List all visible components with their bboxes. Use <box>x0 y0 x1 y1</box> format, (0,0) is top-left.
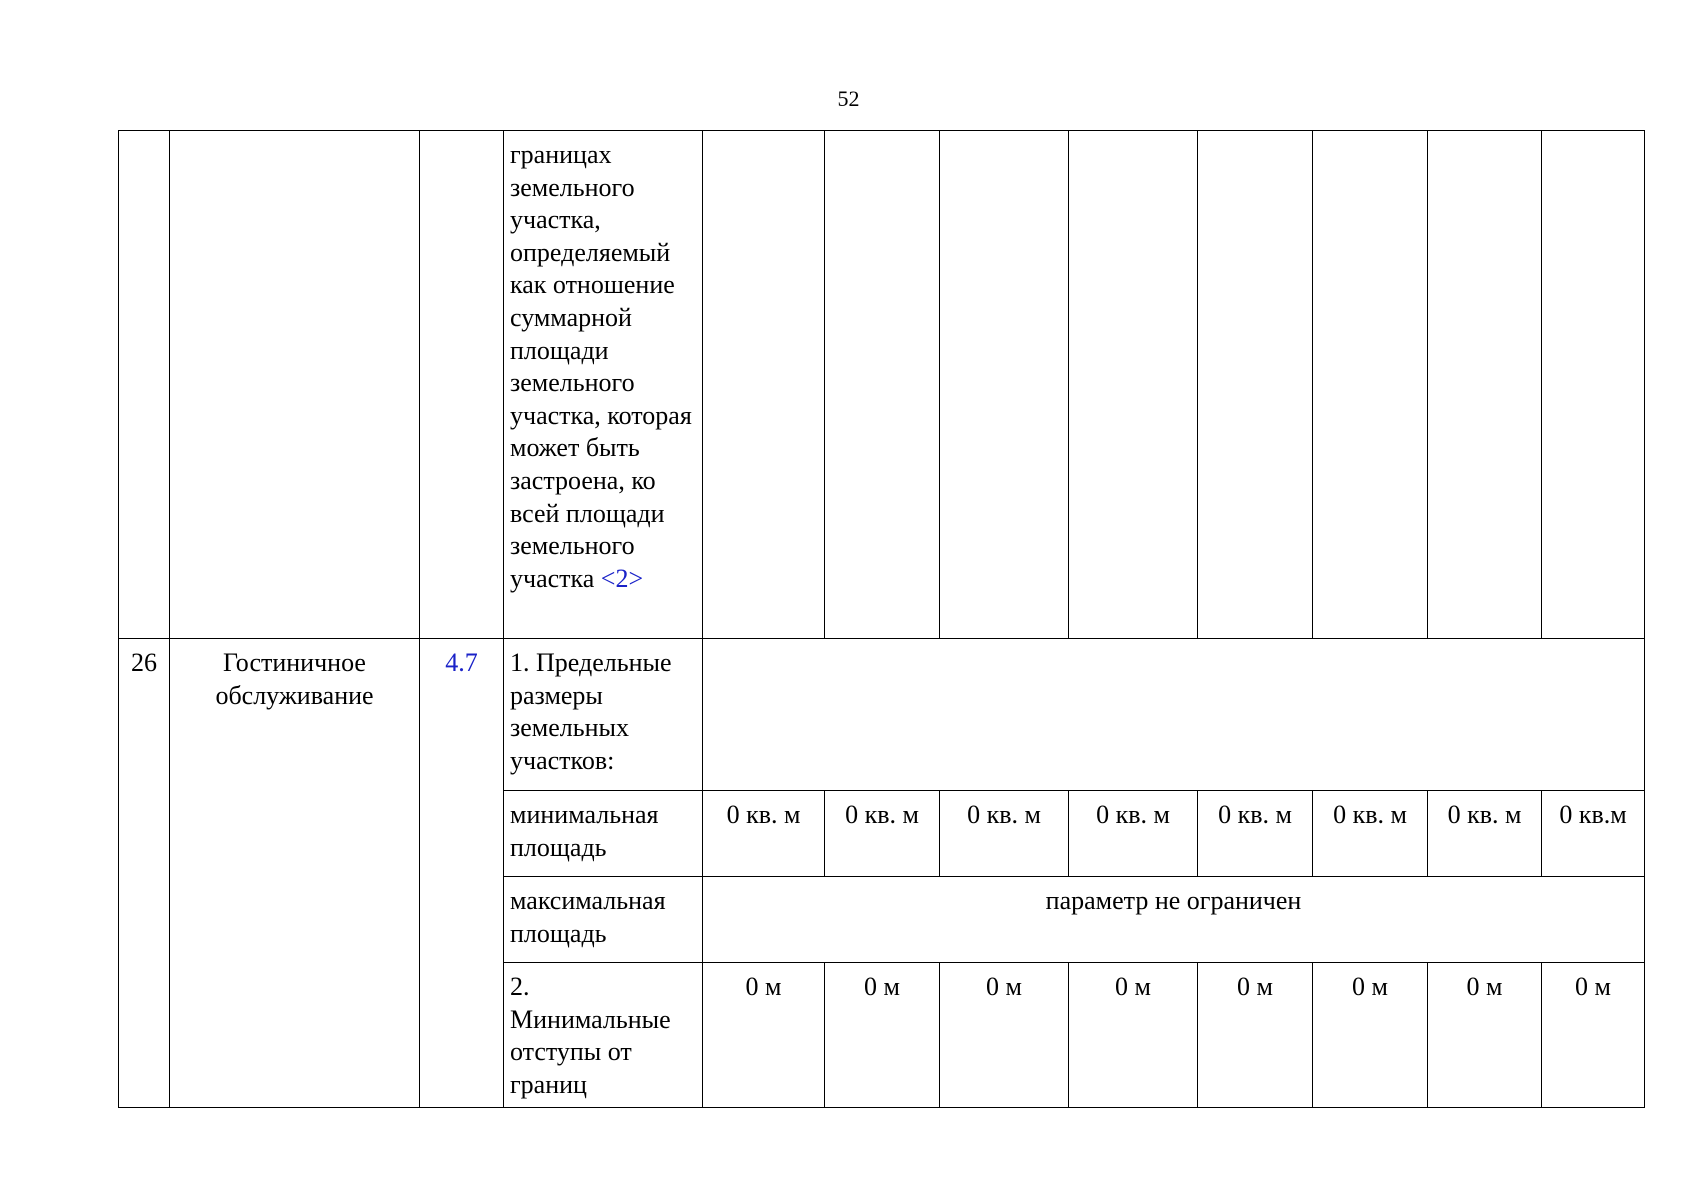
parameter-label: минимальная площадь <box>504 791 703 877</box>
cell-code-empty <box>420 131 504 639</box>
value-cell: 0 кв. м <box>825 791 940 877</box>
parameter-label: максимальная площадь <box>504 877 703 963</box>
value-cell-empty <box>825 131 940 639</box>
table-row <box>119 639 1645 791</box>
parameter-cell <box>504 131 703 639</box>
entry-code-link[interactable]: 4.7 <box>445 648 478 677</box>
cell-number-empty <box>119 131 170 639</box>
parameter-label: 1. Предельные размеры земельных участков: <box>504 639 703 791</box>
value-cell-empty <box>1542 131 1645 639</box>
page-number: 52 <box>837 86 860 111</box>
value-cell: 0 м <box>1542 963 1645 1108</box>
cell-name-empty <box>170 131 420 639</box>
value-cell: 0 кв. м <box>1428 791 1542 877</box>
value-cell: 0 кв. м <box>1198 791 1313 877</box>
merged-value-cell: параметр не ограничен <box>703 877 1645 963</box>
value-cell-empty <box>940 131 1069 639</box>
value-cell-empty <box>1428 131 1542 639</box>
parameter-text: границах земельного участка, определяемый как отношение суммарной площади земельного участка, которая может быть застроена, ко всей площади земельного участка <box>510 140 692 593</box>
value-cell-empty <box>703 639 1645 791</box>
value-cell: 0 кв. м <box>940 791 1069 877</box>
value-cell: 0 м <box>940 963 1069 1108</box>
value-cell: 0 кв.м <box>1542 791 1645 877</box>
entry-number: 26 <box>119 639 170 1108</box>
value-cell: 0 м <box>703 963 825 1108</box>
value-cell-empty <box>703 131 825 639</box>
value-cell: 0 м <box>1428 963 1542 1108</box>
value-cell: 0 м <box>1069 963 1198 1108</box>
footnote-link[interactable]: <2> <box>600 563 644 593</box>
value-cell: 0 кв. м <box>1069 791 1198 877</box>
entry-code-cell <box>420 639 504 1108</box>
value-cell: 0 кв. м <box>703 791 825 877</box>
entry-name: Гостиничное обслуживание <box>170 639 420 1108</box>
value-cell: 0 м <box>1198 963 1313 1108</box>
value-cell-empty <box>1198 131 1313 639</box>
value-cell: 0 кв. м <box>1313 791 1428 877</box>
parameter-label: 2. Минимальные отступы от границ <box>504 963 703 1108</box>
table-row <box>119 131 1645 639</box>
value-cell-empty <box>1069 131 1198 639</box>
regulations-table <box>118 130 1645 1108</box>
value-cell-empty <box>1313 131 1428 639</box>
value-cell: 0 м <box>825 963 940 1108</box>
value-cell: 0 м <box>1313 963 1428 1108</box>
